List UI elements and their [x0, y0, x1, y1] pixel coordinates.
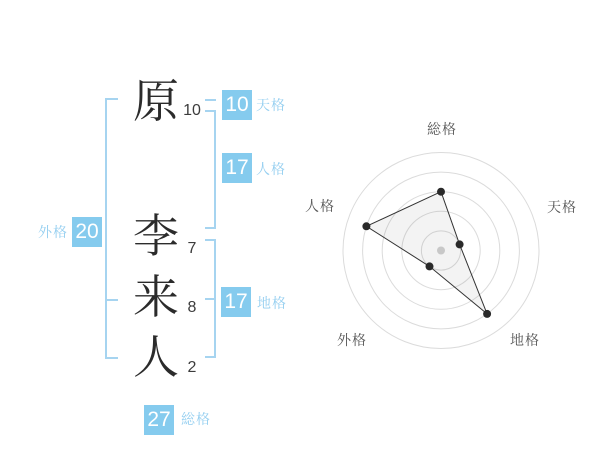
stroke-count-4: 2 — [187, 359, 197, 376]
jinkaku-badge: 17 — [222, 153, 252, 183]
radar-point — [483, 310, 491, 318]
radar-polygon — [366, 192, 487, 314]
radar-axis-label: 外格 — [337, 332, 367, 348]
gaikaku-bracket-line — [105, 98, 107, 359]
name-character-4: 人 — [133, 331, 179, 383]
stroke-count-3: 8 — [187, 299, 197, 316]
soukaku-label: 総格 — [181, 411, 211, 427]
gaikaku-bracket-tick-top — [105, 98, 118, 100]
gaikaku-bracket-tick-mid — [105, 299, 118, 301]
chikaku-bracket-tick-bottom — [205, 356, 214, 358]
stroke-count-1: 10 — [183, 102, 201, 119]
jinkaku-bracket-line — [214, 110, 216, 229]
radar-axis-label: 地格 — [510, 332, 540, 348]
tenkaku-label: 天格 — [256, 97, 286, 113]
chikaku-bracket-tick-top — [205, 239, 214, 241]
chikaku-bracket-tick-mid — [205, 298, 214, 300]
kaku-radar-chart — [291, 100, 591, 400]
soukaku-badge: 27 — [144, 405, 174, 435]
name-character-2: 李 — [133, 210, 179, 262]
radar-axis-label: 天格 — [547, 199, 577, 215]
radar-axis-label: 総格 — [427, 121, 457, 137]
radar-point — [437, 188, 445, 196]
chikaku-bracket-line — [214, 239, 216, 358]
stroke-count-2: 7 — [187, 240, 197, 257]
gaikaku-badge: 20 — [72, 217, 102, 247]
name-character-3: 来 — [133, 271, 179, 323]
jinkaku-bracket-tick-bottom — [205, 227, 214, 229]
gaikaku-bracket-tick-bottom — [105, 357, 118, 359]
radar-axis-label: 人格 — [305, 198, 335, 214]
tenkaku-badge: 10 — [222, 90, 252, 120]
jinkaku-label: 人格 — [256, 161, 286, 177]
name-character-1: 原 — [133, 75, 179, 127]
chikaku-label: 地格 — [257, 295, 287, 311]
jinkaku-bracket-tick-top — [205, 110, 214, 112]
radar-point — [456, 240, 464, 248]
gaikaku-label: 外格 — [38, 224, 68, 240]
radar-center-dot — [437, 247, 445, 255]
radar-point — [426, 262, 434, 270]
tenkaku-connector-line — [205, 99, 216, 101]
radar-svg — [291, 100, 591, 400]
chikaku-badge: 17 — [221, 287, 251, 317]
radar-point — [362, 222, 370, 230]
